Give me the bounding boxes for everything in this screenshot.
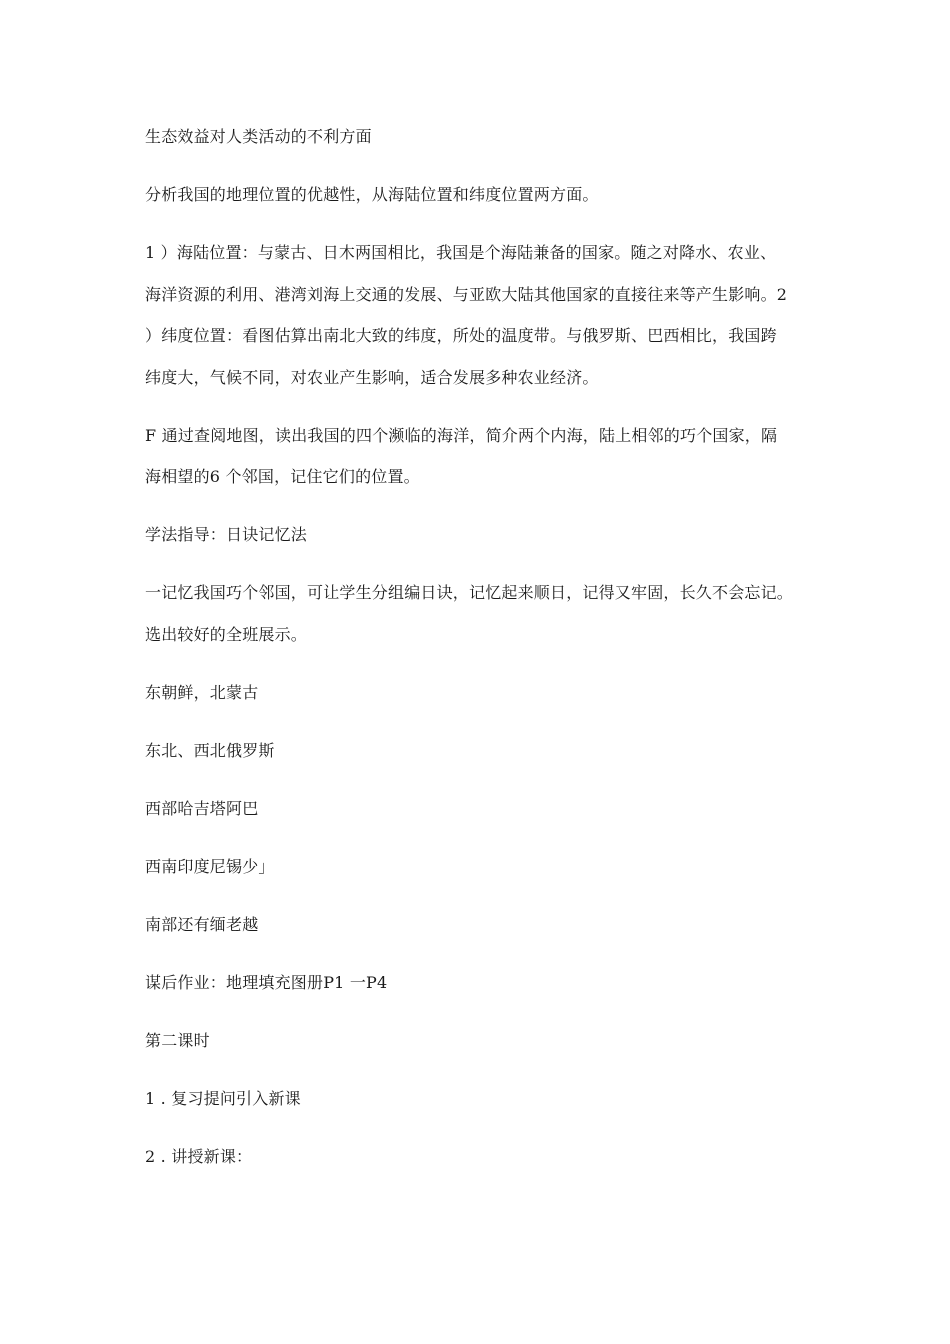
text-line: 南部还有缅老越: [145, 915, 259, 934]
text-line: 1 ）海陆位置：与蒙古、日木两国相比，我国是个海陆兼备的国家。随之对降水、农业、: [145, 243, 777, 262]
text-line: 第二课时: [145, 1031, 210, 1050]
text-line: 东北、西北俄罗斯: [145, 741, 275, 760]
text-line: 谋后作业：地理填充图册P1 一P4: [145, 973, 388, 992]
text-line: F 通过查阅地图，读出我国的四个濒临的海洋，简介两个内海，陆上相邻的巧个国家，隔: [145, 426, 778, 445]
text-line: 分析我国的地理位置的优越性，从海陆位置和纬度位置两方面。: [145, 185, 599, 204]
text-line: 西部哈吉塔阿巴: [145, 799, 259, 818]
text-line: 东朝鲜，北蒙古: [145, 683, 259, 702]
text-line: 海相望的6 个邻国，记住它们的位置。: [145, 467, 420, 486]
text-line: ）纬度位置：看图估算出南北大致的纬度，所处的温度带。与俄罗斯、巴西相比，我国跨: [145, 326, 777, 345]
text-line: 一记忆我国巧个邻国，可让学生分组编日诀，记忆起来顺日，记得又牢固，长久不会忘记。: [145, 583, 794, 602]
text-line-heading: 生态效益对人类活动的不利方面: [145, 127, 372, 146]
text-line: 海洋资源的利用、港湾刘海上交通的发展、与亚欧大陆其他国家的直接往来等产生影响。2: [145, 285, 788, 304]
text-line: 2 . 讲授新课：: [145, 1147, 253, 1166]
text-line: 1 . 复习提问引入新课: [145, 1089, 301, 1108]
text-line: 学法指导：日诀记忆法: [145, 525, 308, 544]
text-line: 选出较好的全班展示。: [145, 625, 308, 644]
text-line: 西南印度尼锡少」: [145, 857, 275, 876]
text-line: 纬度大，气候不同，对农业产生影响，适合发展多种农业经济。: [145, 368, 599, 387]
